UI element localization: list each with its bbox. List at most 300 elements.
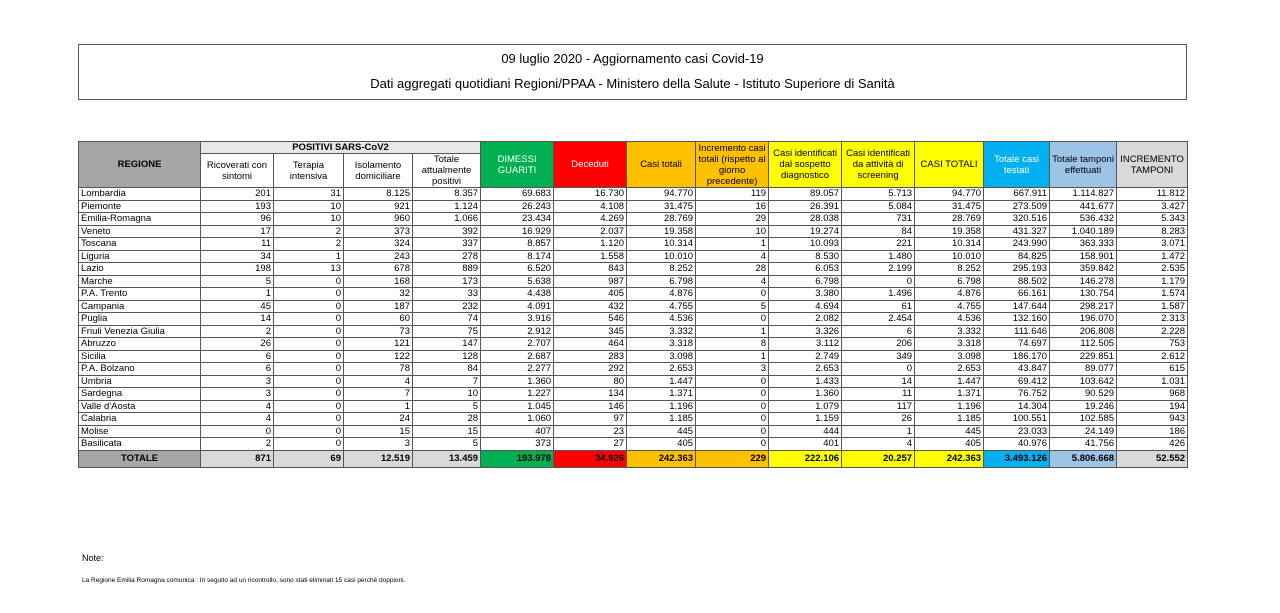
region-name-cell: Valle d'Aosta (79, 400, 201, 413)
value-cell: 3.326 (769, 325, 842, 338)
value-cell: 33 (413, 288, 481, 301)
value-cell: 2.082 (769, 313, 842, 326)
value-cell: 5 (696, 300, 769, 313)
value-cell: 26.391 (769, 200, 842, 213)
value-cell: 678 (344, 263, 413, 276)
value-cell: 28 (696, 263, 769, 276)
value-cell: 2 (201, 438, 274, 451)
value-cell: 0 (274, 375, 344, 388)
value-cell: 1.196 (915, 400, 984, 413)
value-cell: 89.057 (769, 188, 842, 201)
value-cell: 6 (201, 350, 274, 363)
value-cell: 0 (842, 363, 915, 376)
value-cell: 73 (344, 325, 413, 338)
value-cell: 0 (274, 313, 344, 326)
value-cell: 615 (1117, 363, 1188, 376)
value-cell: 66.161 (984, 288, 1050, 301)
header-dimessi: DIMESSI GUARITI (481, 142, 554, 188)
value-cell: 464 (554, 338, 627, 351)
value-cell: 0 (696, 413, 769, 426)
value-cell: 921 (344, 200, 413, 213)
value-cell: 14 (201, 313, 274, 326)
value-cell: 320.516 (984, 213, 1050, 226)
value-cell: 444 (769, 425, 842, 438)
table-row (79, 338, 1188, 351)
value-cell: 667.911 (984, 188, 1050, 201)
value-cell: 147.644 (984, 300, 1050, 313)
value-cell: 4.536 (627, 313, 696, 326)
value-cell: 2.653 (769, 363, 842, 376)
totale-value-cell: 3.493.126 (984, 450, 1050, 467)
value-cell: 69.412 (984, 375, 1050, 388)
value-cell: 0 (274, 350, 344, 363)
region-name-cell: Piemonte (79, 200, 201, 213)
value-cell: 0 (696, 288, 769, 301)
totale-value-cell: 69 (274, 450, 344, 467)
table-row (79, 225, 1188, 238)
covid-data-table (78, 141, 1188, 468)
value-cell: 337 (413, 238, 481, 251)
value-cell: 1.480 (842, 250, 915, 263)
value-cell: 28.038 (769, 213, 842, 226)
value-cell: 3.380 (769, 288, 842, 301)
value-cell: 753 (1117, 338, 1188, 351)
value-cell: 16.730 (554, 188, 627, 201)
notes-label: Note: (82, 553, 104, 563)
value-cell: 27 (554, 438, 627, 451)
value-cell: 243 (344, 250, 413, 263)
value-cell: 17 (201, 225, 274, 238)
value-cell: 45 (201, 300, 274, 313)
value-cell: 2.612 (1117, 350, 1188, 363)
value-cell: 84 (842, 225, 915, 238)
value-cell: 324 (344, 238, 413, 251)
value-cell: 0 (274, 413, 344, 426)
totale-value-cell: 5.806.668 (1050, 450, 1117, 467)
value-cell: 24 (344, 413, 413, 426)
value-cell: 2.277 (481, 363, 554, 376)
value-cell: 8.283 (1117, 225, 1188, 238)
value-cell: 74.697 (984, 338, 1050, 351)
value-cell: 13 (274, 263, 344, 276)
table-row (79, 250, 1188, 263)
value-cell: 7 (413, 375, 481, 388)
region-name-cell: Campania (79, 300, 201, 313)
value-cell: 168 (344, 275, 413, 288)
value-cell: 3.098 (627, 350, 696, 363)
value-cell: 28.769 (915, 213, 984, 226)
value-cell: 8.252 (915, 263, 984, 276)
value-cell: 94.770 (915, 188, 984, 201)
value-cell: 1.114.827 (1050, 188, 1117, 201)
value-cell: 278 (413, 250, 481, 263)
value-cell: 206.808 (1050, 325, 1117, 338)
value-cell: 1.124 (413, 200, 481, 213)
value-cell: 8.530 (769, 250, 842, 263)
value-cell: 0 (201, 425, 274, 438)
value-cell: 8.125 (344, 188, 413, 201)
totale-value-cell: 871 (201, 450, 274, 467)
value-cell: 1.574 (1117, 288, 1188, 301)
value-cell: 3.098 (915, 350, 984, 363)
value-cell: 3.427 (1117, 200, 1188, 213)
value-cell: 121 (344, 338, 413, 351)
header-totale-positivi: Totale attualmente positivi (413, 154, 481, 188)
value-cell: 117 (842, 400, 915, 413)
table-row (79, 288, 1188, 301)
region-name-cell: Emilia-Romagna (79, 213, 201, 226)
totale-value-cell: 193.978 (481, 450, 554, 467)
value-cell: 158.901 (1050, 250, 1117, 263)
value-cell: 0 (696, 425, 769, 438)
value-cell: 4.876 (915, 288, 984, 301)
totale-value-cell: 20.257 (842, 450, 915, 467)
region-name-cell: P.A. Trento (79, 288, 201, 301)
value-cell: 4.438 (481, 288, 554, 301)
value-cell: 94.770 (627, 188, 696, 201)
value-cell: 843 (554, 263, 627, 276)
table-row (79, 200, 1188, 213)
header-casi-totali: Casi totali (627, 142, 696, 188)
table-row (79, 363, 1188, 376)
value-cell: 0 (274, 400, 344, 413)
value-cell: 1.120 (554, 238, 627, 251)
value-cell: 122 (344, 350, 413, 363)
table-row (79, 425, 1188, 438)
region-name-cell: Marche (79, 275, 201, 288)
region-name-cell: Sicilia (79, 350, 201, 363)
value-cell: 75 (413, 325, 481, 338)
value-cell: 2.313 (1117, 313, 1188, 326)
value-cell: 0 (274, 338, 344, 351)
value-cell: 3.332 (915, 325, 984, 338)
value-cell: 1.371 (627, 388, 696, 401)
value-cell: 134 (554, 388, 627, 401)
value-cell: 0 (842, 275, 915, 288)
value-cell: 536.432 (1050, 213, 1117, 226)
value-cell: 5.713 (842, 188, 915, 201)
value-cell: 40.976 (984, 438, 1050, 451)
value-cell: 1.066 (413, 213, 481, 226)
value-cell: 16 (696, 200, 769, 213)
value-cell: 4.876 (627, 288, 696, 301)
value-cell: 401 (769, 438, 842, 451)
header-incremento: Incremento casi totali (rispetto al giorno precedente) (696, 142, 769, 188)
value-cell: 546 (554, 313, 627, 326)
value-cell: 6 (201, 363, 274, 376)
value-cell: 34 (201, 250, 274, 263)
value-cell: 0 (696, 313, 769, 326)
value-cell: 431.327 (984, 225, 1050, 238)
value-cell: 1.060 (481, 413, 554, 426)
value-cell: 198 (201, 263, 274, 276)
value-cell: 2.535 (1117, 263, 1188, 276)
value-cell: 4.091 (481, 300, 554, 313)
value-cell: 187 (344, 300, 413, 313)
value-cell: 128 (413, 350, 481, 363)
value-cell: 5 (413, 438, 481, 451)
table-body (79, 188, 1188, 468)
value-cell: 130.754 (1050, 288, 1117, 301)
table-row (79, 275, 1188, 288)
value-cell: 405 (627, 438, 696, 451)
value-cell: 0 (274, 300, 344, 313)
value-cell: 1 (842, 425, 915, 438)
value-cell: 10 (274, 200, 344, 213)
value-cell: 19.274 (769, 225, 842, 238)
value-cell: 0 (274, 438, 344, 451)
value-cell: 6.798 (769, 275, 842, 288)
value-cell: 186 (1117, 425, 1188, 438)
value-cell: 19.246 (1050, 400, 1117, 413)
value-cell: 26 (842, 413, 915, 426)
value-cell: 8 (696, 338, 769, 351)
table-row (79, 388, 1188, 401)
value-cell: 23 (554, 425, 627, 438)
value-cell: 373 (344, 225, 413, 238)
value-cell: 111.646 (984, 325, 1050, 338)
value-cell: 445 (915, 425, 984, 438)
value-cell: 2.687 (481, 350, 554, 363)
header-tamponi: Totale tamponi effettuati (1050, 142, 1117, 188)
table-row (79, 375, 1188, 388)
value-cell: 2 (274, 238, 344, 251)
value-cell: 80 (554, 375, 627, 388)
value-cell: 15 (413, 425, 481, 438)
value-cell: 0 (696, 400, 769, 413)
value-cell: 193 (201, 200, 274, 213)
value-cell: 84.825 (984, 250, 1050, 263)
value-cell: 100.551 (984, 413, 1050, 426)
value-cell: 441.677 (1050, 200, 1117, 213)
value-cell: 4.694 (769, 300, 842, 313)
value-cell: 295.193 (984, 263, 1050, 276)
region-name-cell: P.A. Bolzano (79, 363, 201, 376)
value-cell: 2.912 (481, 325, 554, 338)
value-cell: 60 (344, 313, 413, 326)
header-positivi: POSITIVI SARS-CoV2 (201, 142, 481, 154)
table-row (79, 350, 1188, 363)
value-cell: 1.496 (842, 288, 915, 301)
value-cell: 8.174 (481, 250, 554, 263)
value-cell: 7 (344, 388, 413, 401)
value-cell: 89.077 (1050, 363, 1117, 376)
value-cell: 2.037 (554, 225, 627, 238)
value-cell: 4 (201, 400, 274, 413)
value-cell: 14 (842, 375, 915, 388)
value-cell: 0 (274, 325, 344, 338)
region-name-cell: Friuli Venezia Giulia (79, 325, 201, 338)
value-cell: 2.653 (915, 363, 984, 376)
region-name-cell: Liguria (79, 250, 201, 263)
value-cell: 2.749 (769, 350, 842, 363)
value-cell: 1.185 (915, 413, 984, 426)
value-cell: 132.160 (984, 313, 1050, 326)
value-cell: 0 (696, 438, 769, 451)
value-cell: 1.447 (915, 375, 984, 388)
value-cell: 90.529 (1050, 388, 1117, 401)
value-cell: 43.847 (984, 363, 1050, 376)
header-regione: REGIONE (79, 142, 201, 188)
value-cell: 0 (274, 425, 344, 438)
value-cell: 0 (696, 388, 769, 401)
value-cell: 10 (274, 213, 344, 226)
value-cell: 19.358 (627, 225, 696, 238)
value-cell: 1 (696, 350, 769, 363)
value-cell: 5.343 (1117, 213, 1188, 226)
value-cell: 15 (344, 425, 413, 438)
value-cell: 1.179 (1117, 275, 1188, 288)
header-casi-totali-caps: CASI TOTALI (915, 142, 984, 188)
value-cell: 28.769 (627, 213, 696, 226)
value-cell: 3.318 (915, 338, 984, 351)
value-cell: 2 (201, 325, 274, 338)
value-cell: 407 (481, 425, 554, 438)
value-cell: 6.798 (627, 275, 696, 288)
value-cell: 3.071 (1117, 238, 1188, 251)
value-cell: 3 (201, 388, 274, 401)
value-cell: 26 (201, 338, 274, 351)
table-row (79, 263, 1188, 276)
value-cell: 1.371 (915, 388, 984, 401)
value-cell: 102.585 (1050, 413, 1117, 426)
value-cell: 3.332 (627, 325, 696, 338)
value-cell: 6 (842, 325, 915, 338)
value-cell: 4.755 (627, 300, 696, 313)
value-cell: 6.798 (915, 275, 984, 288)
value-cell: 10.093 (769, 238, 842, 251)
report-subtitle: Dati aggregati quotidiani Regioni/PPAA - Ministero della Salute - Istituto Superiore di Sanità (370, 76, 895, 91)
value-cell: 292 (554, 363, 627, 376)
value-cell: 3.112 (769, 338, 842, 351)
value-cell: 103.642 (1050, 375, 1117, 388)
value-cell: 78 (344, 363, 413, 376)
value-cell: 243.990 (984, 238, 1050, 251)
value-cell: 6.520 (481, 263, 554, 276)
value-cell: 2.454 (842, 313, 915, 326)
value-cell: 1.360 (769, 388, 842, 401)
value-cell: 987 (554, 275, 627, 288)
value-cell: 1.185 (627, 413, 696, 426)
value-cell: 2.653 (627, 363, 696, 376)
totale-value-cell: 52.552 (1117, 450, 1188, 467)
value-cell: 0 (274, 275, 344, 288)
value-cell: 426 (1117, 438, 1188, 451)
value-cell: 298.217 (1050, 300, 1117, 313)
table-row (79, 188, 1188, 201)
value-cell: 2 (274, 225, 344, 238)
totale-value-cell: 222.106 (769, 450, 842, 467)
value-cell: 29 (696, 213, 769, 226)
value-cell: 1.079 (769, 400, 842, 413)
totale-value-cell: 13.459 (413, 450, 481, 467)
value-cell: 26.243 (481, 200, 554, 213)
value-cell: 6.053 (769, 263, 842, 276)
value-cell: 84 (413, 363, 481, 376)
value-cell: 8.357 (413, 188, 481, 201)
value-cell: 10.314 (627, 238, 696, 251)
report-header (78, 44, 1187, 100)
value-cell: 968 (1117, 388, 1188, 401)
region-name-cell: Abruzzo (79, 338, 201, 351)
value-cell: 206 (842, 338, 915, 351)
value-cell: 1.360 (481, 375, 554, 388)
value-cell: 5.638 (481, 275, 554, 288)
value-cell: 349 (842, 350, 915, 363)
value-cell: 232 (413, 300, 481, 313)
header-deceduti: Deceduti (554, 142, 627, 188)
region-name-cell: Molise (79, 425, 201, 438)
value-cell: 10 (413, 388, 481, 401)
value-cell: 10.314 (915, 238, 984, 251)
value-cell: 392 (413, 225, 481, 238)
value-cell: 19.358 (915, 225, 984, 238)
value-cell: 943 (1117, 413, 1188, 426)
header-incremento-tamponi: INCREMENTO TAMPONI (1117, 142, 1188, 188)
value-cell: 432 (554, 300, 627, 313)
value-cell: 283 (554, 350, 627, 363)
value-cell: 23.033 (984, 425, 1050, 438)
value-cell: 1.587 (1117, 300, 1188, 313)
region-name-cell: Umbria (79, 375, 201, 388)
value-cell: 14.304 (984, 400, 1050, 413)
totale-label-cell: TOTALE (79, 450, 201, 467)
value-cell: 97 (554, 413, 627, 426)
notes-text: La Regione Emilia Romagna comunica : In seguito ad un ricontrollo, sono stati eliminati 15 casi perchè doppioni. (82, 577, 406, 584)
value-cell: 196.070 (1050, 313, 1117, 326)
value-cell: 3.916 (481, 313, 554, 326)
value-cell: 201 (201, 188, 274, 201)
value-cell: 1 (201, 288, 274, 301)
value-cell: 186.170 (984, 350, 1050, 363)
value-cell: 1 (696, 238, 769, 251)
value-cell: 11.812 (1117, 188, 1188, 201)
region-name-cell: Basilicata (79, 438, 201, 451)
value-cell: 16.929 (481, 225, 554, 238)
table-row (79, 213, 1188, 226)
totale-value-cell: 12.519 (344, 450, 413, 467)
region-name-cell: Veneto (79, 225, 201, 238)
value-cell: 4.269 (554, 213, 627, 226)
value-cell: 10 (696, 225, 769, 238)
table-row (79, 325, 1188, 338)
value-cell: 4 (344, 375, 413, 388)
report-title: 09 luglio 2020 - Aggiornamento casi Covid-19 (501, 51, 764, 66)
value-cell: 4.536 (915, 313, 984, 326)
region-name-cell: Lazio (79, 263, 201, 276)
value-cell: 146 (554, 400, 627, 413)
value-cell: 731 (842, 213, 915, 226)
value-cell: 1 (696, 325, 769, 338)
value-cell: 1.447 (627, 375, 696, 388)
value-cell: 1.472 (1117, 250, 1188, 263)
value-cell: 28 (413, 413, 481, 426)
table-row (79, 300, 1188, 313)
value-cell: 32 (344, 288, 413, 301)
value-cell: 4 (842, 438, 915, 451)
value-cell: 88.502 (984, 275, 1050, 288)
value-cell: 3 (344, 438, 413, 451)
value-cell: 2.228 (1117, 325, 1188, 338)
header-testati: Totale casi testati (984, 142, 1050, 188)
table-row (79, 238, 1188, 251)
value-cell: 5 (413, 400, 481, 413)
value-cell: 147 (413, 338, 481, 351)
value-cell: 4 (201, 413, 274, 426)
value-cell: 359.842 (1050, 263, 1117, 276)
value-cell: 23.434 (481, 213, 554, 226)
value-cell: 31.475 (915, 200, 984, 213)
